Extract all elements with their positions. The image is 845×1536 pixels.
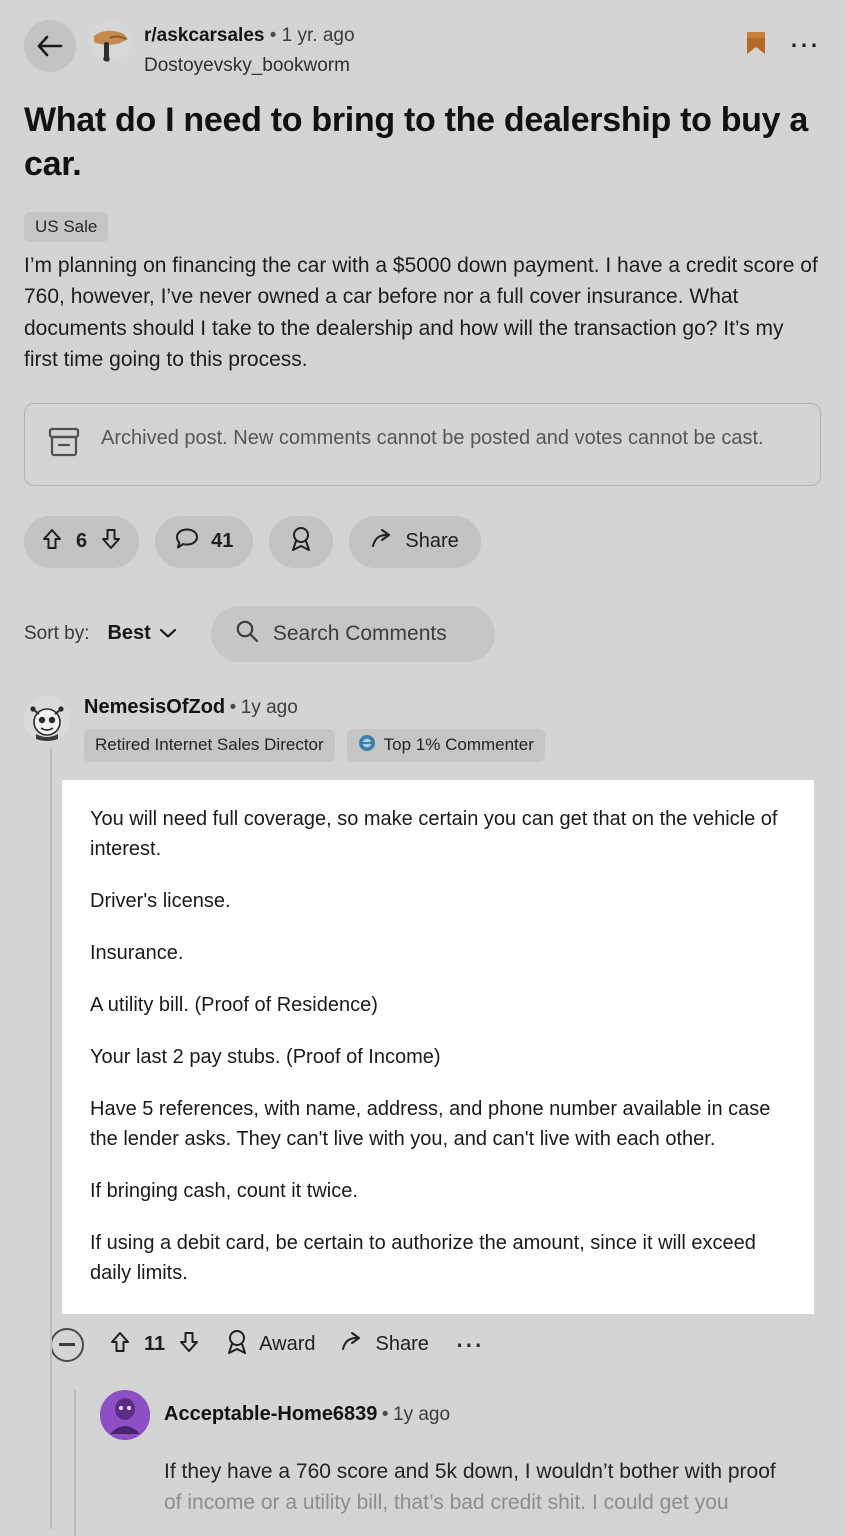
share-arrow-icon bbox=[341, 1331, 365, 1359]
meta-separator: • bbox=[269, 25, 277, 46]
upvote-arrow-icon[interactable] bbox=[42, 528, 62, 556]
comment-paragraph: Have 5 references, with name, address, and phone number available in case the lender asks. They can't live with you, and can't live with each other. bbox=[90, 1097, 771, 1150]
subreddit-avatar[interactable] bbox=[90, 20, 132, 62]
vote-group[interactable] bbox=[24, 516, 139, 568]
badge-top-commenter[interactable] bbox=[347, 729, 545, 762]
comment-share-label: Share bbox=[375, 1333, 429, 1356]
post-flair[interactable]: US Sale bbox=[24, 212, 108, 242]
search-icon bbox=[235, 619, 259, 648]
archived-notice bbox=[24, 403, 821, 486]
minus-bar bbox=[59, 1343, 75, 1346]
flair-row bbox=[0, 186, 845, 242]
comment-paragraph: If bringing cash, count it twice. bbox=[90, 1179, 358, 1202]
subreddit-name[interactable]: r/askcarsales bbox=[144, 25, 265, 46]
comment-author[interactable]: NemesisOfZod bbox=[84, 695, 226, 718]
badge-flair-label: Retired Internet Sales Director bbox=[95, 735, 324, 755]
comment-award-button[interactable] bbox=[225, 1329, 315, 1361]
sort-value-label: Best bbox=[107, 622, 151, 645]
top-bar bbox=[0, 0, 845, 86]
reply-author[interactable]: Acceptable-Home6839 bbox=[164, 1403, 378, 1426]
sort-by-label: Sort by: bbox=[24, 622, 90, 644]
award-button[interactable] bbox=[269, 516, 333, 568]
award-medal-icon bbox=[225, 1329, 249, 1361]
post-action-row bbox=[0, 486, 845, 568]
post-meta bbox=[144, 20, 745, 79]
share-arrow-icon bbox=[371, 528, 395, 556]
comment-separator: • bbox=[229, 696, 237, 718]
comment-header bbox=[24, 696, 821, 762]
post-score: 6 bbox=[76, 530, 88, 553]
comment-reply bbox=[100, 1390, 821, 1519]
search-placeholder: Search Comments bbox=[272, 621, 447, 645]
comment-score: 11 bbox=[144, 1333, 166, 1356]
comment-paragraph: A utility bill. (Proof of Residence) bbox=[90, 993, 378, 1016]
comment-share-button[interactable] bbox=[341, 1331, 428, 1359]
upvote-arrow-icon[interactable] bbox=[110, 1331, 130, 1359]
comment-award-label: Award bbox=[259, 1333, 316, 1356]
archive-box-icon bbox=[47, 424, 81, 465]
top-bar-actions bbox=[745, 20, 821, 61]
comment-count: 41 bbox=[211, 530, 234, 553]
reply-thread-line bbox=[74, 1390, 76, 1536]
post-author[interactable]: Dostoyevsky_bookworm bbox=[144, 54, 350, 76]
comment-paragraph: Insurance. bbox=[90, 941, 184, 964]
comment-action-row bbox=[24, 1314, 821, 1362]
badge-top-commenter-label: Top 1% Commenter bbox=[383, 735, 534, 755]
comment-paragraph: Your last 2 pay stubs. (Proof of Income) bbox=[90, 1045, 441, 1068]
comment-paragraph: Driver's license. bbox=[90, 889, 231, 912]
avatar[interactable] bbox=[100, 1390, 150, 1440]
chevron-down-icon bbox=[159, 622, 177, 645]
comment-badges bbox=[84, 729, 545, 762]
reply-age: 1y ago bbox=[393, 1404, 451, 1426]
ellipsis-icon[interactable]: ⋯ bbox=[454, 1328, 485, 1360]
bookmark-icon[interactable] bbox=[745, 30, 767, 61]
ellipsis-icon[interactable]: ⋯ bbox=[789, 28, 821, 62]
downvote-arrow-icon[interactable] bbox=[101, 528, 121, 556]
collapse-minus-icon[interactable] bbox=[50, 1328, 84, 1362]
comment-body-highlighted bbox=[62, 780, 814, 1314]
reply-body bbox=[164, 1456, 845, 1519]
back-button[interactable] bbox=[24, 20, 76, 72]
reply-text-line-1: If they have a 760 score and 5k down, I wouldn’t bother with proof bbox=[164, 1459, 776, 1483]
comment-paragraph: If using a debit card, be certain to authorize the amount, since it will exceed daily limits. bbox=[90, 1231, 756, 1284]
thread-line bbox=[50, 748, 52, 1529]
sort-row bbox=[0, 568, 845, 662]
comment-vote-group[interactable] bbox=[110, 1331, 199, 1359]
share-label: Share bbox=[405, 530, 459, 553]
award-medal-icon bbox=[289, 526, 313, 558]
avatar[interactable] bbox=[24, 696, 70, 742]
comment-age: 1y ago bbox=[240, 696, 298, 718]
comment-thread bbox=[0, 662, 845, 1519]
share-button[interactable] bbox=[349, 516, 480, 568]
archived-notice-text: Archived post. New comments cannot be posted and votes cannot be cast. bbox=[101, 426, 764, 449]
page-title: What do I need to bring to the dealership to buy a car. bbox=[24, 101, 809, 184]
reply-text-line-2: of income or a utility bill, that’s bad credit shit. I could get you bbox=[164, 1491, 729, 1515]
medal-icon bbox=[358, 734, 376, 757]
badge-user-flair[interactable] bbox=[84, 729, 335, 762]
post-body: I’m planning on financing the car with a $5000 down payment. I have a credit score of 760, however, I’ve never owned a car before nor a full cover insurance. What documents should I take to the dealership and how will the transaction go? It’s my first time going to this process. bbox=[24, 254, 818, 371]
arrow-left-icon bbox=[37, 35, 63, 57]
search-comments-input[interactable] bbox=[211, 606, 495, 662]
sort-dropdown[interactable] bbox=[107, 622, 176, 645]
comments-button[interactable] bbox=[155, 516, 253, 568]
post-age: 1 yr. ago bbox=[281, 25, 355, 46]
reply-header bbox=[100, 1390, 821, 1440]
downvote-arrow-icon[interactable] bbox=[179, 1331, 199, 1359]
comment-paragraph: You will need full coverage, so make certain you can get that on the vehicle of interest. bbox=[90, 807, 778, 860]
comment-bubble-icon bbox=[175, 527, 199, 557]
reply-separator: • bbox=[381, 1404, 389, 1426]
